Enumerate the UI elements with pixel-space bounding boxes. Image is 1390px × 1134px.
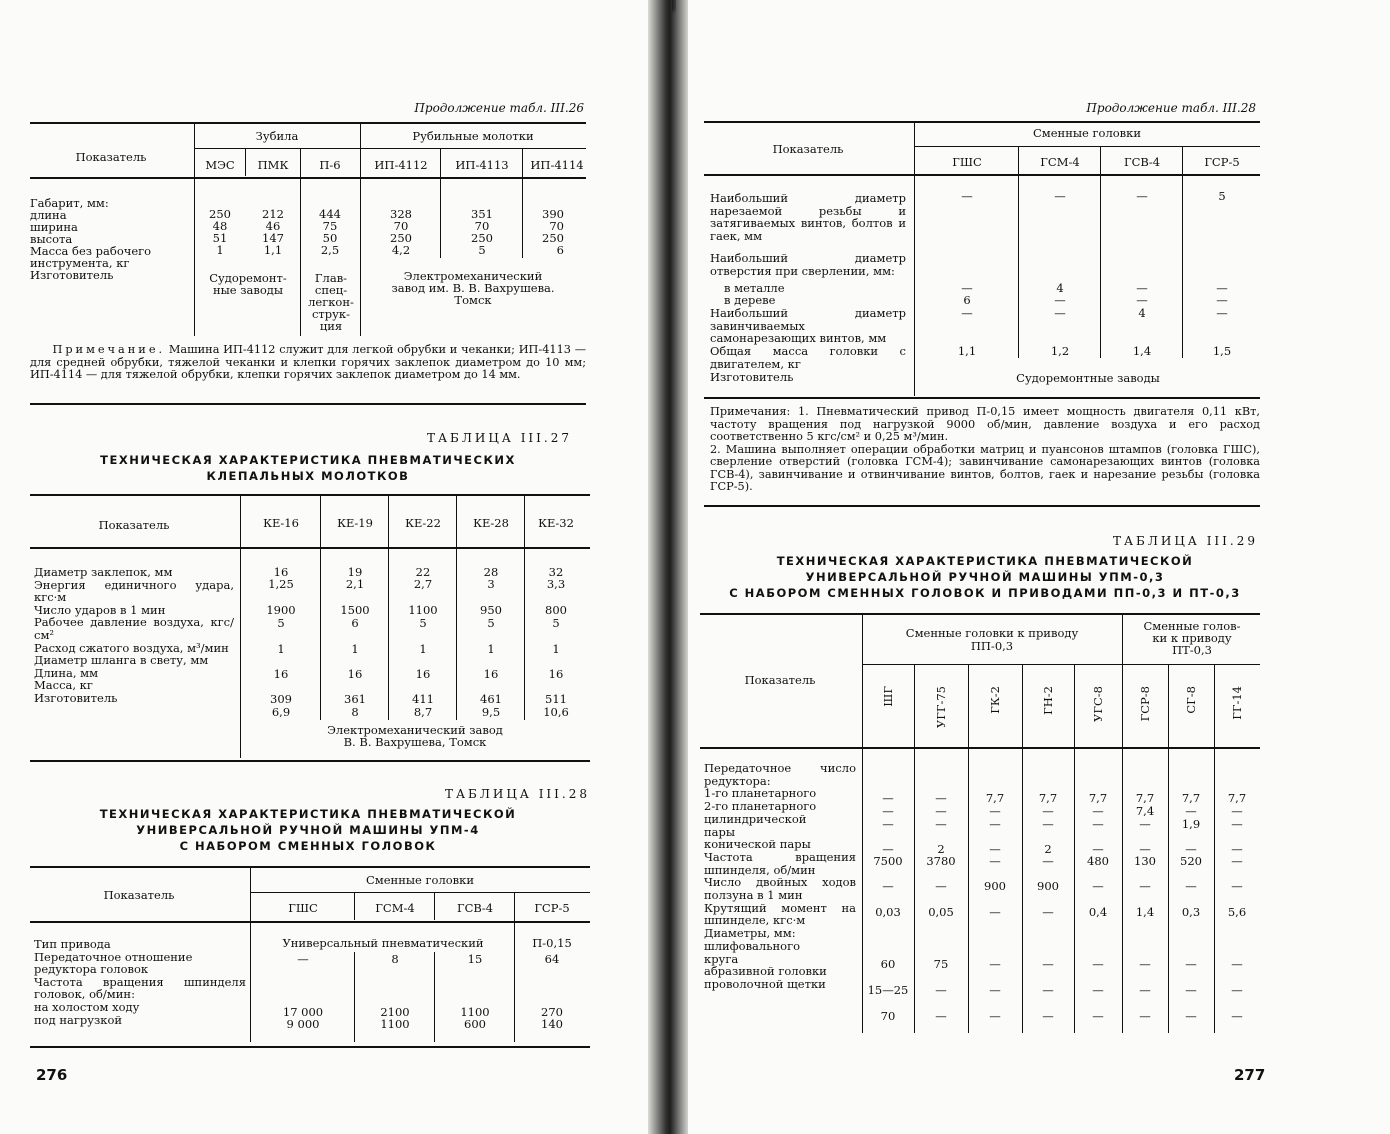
table-cell: 7,4	[1135, 804, 1155, 818]
table-cell: 5	[419, 616, 427, 630]
column-header-indicator: Показатель	[744, 673, 816, 687]
table-cell: 140	[541, 1017, 563, 1031]
table-cell: 0,4	[1088, 905, 1108, 919]
table-divider	[320, 494, 321, 720]
table-cell: —	[882, 817, 894, 831]
table-cell: 1,1	[957, 344, 977, 358]
table-cell: 16	[548, 667, 564, 681]
column-header-label: СГ-8	[1184, 686, 1198, 714]
table-cell: —	[1185, 804, 1197, 818]
column-header-label: ШГ	[881, 686, 895, 707]
table-cell: —	[1092, 817, 1104, 831]
table-cell: —	[1042, 854, 1054, 868]
table-rule	[30, 760, 590, 762]
column-header: ГШС	[288, 901, 318, 915]
table-cell: 3	[487, 577, 495, 591]
table-cell: 1100	[408, 603, 438, 617]
table-cell: 7,7	[985, 791, 1005, 805]
table-divider	[1182, 146, 1183, 358]
manufacturer-tomsk: Электромеханический завод им. В. В. Вахрушева. Томск	[391, 269, 555, 307]
table-divider	[968, 664, 969, 1033]
column-header	[1184, 686, 1198, 742]
note-28: Примечания: 1. Пневматический привод П-0,15 имеет мощность двигателя 0,11 кВт, частоту вращения под нагрузкой 9000 об/мин, давление воздуха и его расход соответственно 5 кгс/см² и 0,25 м³/мин. 2. Машина выполняет операции обработки матриц и пуансонов штампов (головка ГШС), сверление отверстий (головка ГСМ-4); завинчивание самонарезающих винтов (головка ГСВ-4), завинчивание и отвинчивание винтов, болтов, гаек и нарезание резьбы (головка ГСР-5).	[710, 405, 1260, 493]
table-rule	[194, 148, 586, 149]
column-header: КЕ-32	[538, 516, 574, 530]
table-cell: 15—25	[867, 983, 909, 997]
table-cell: —	[989, 957, 1001, 971]
table-cell: —	[989, 983, 1001, 997]
table-cell: 461	[480, 692, 502, 706]
column-header: ИП-4114	[530, 158, 584, 172]
table-divider	[245, 148, 246, 176]
table-divider	[524, 494, 525, 720]
table-rule	[704, 121, 1260, 123]
table-rule	[30, 921, 590, 923]
table-cell: 22	[415, 565, 431, 579]
table-cell: 16	[273, 565, 289, 579]
table-cell: 1,5	[1212, 344, 1232, 358]
row-labels: Тип привода Передаточное отношение редуктора головок Частота вращения шпинделя головок, об/мин: на холостом ходу под нагрузкой	[34, 937, 246, 1027]
page-number-left: 276	[36, 1066, 68, 1084]
row-labels: Габарит, мм: длина ширина высота Масса без рабочего инструмента, кг Изготовитель	[30, 196, 152, 282]
column-header: КЕ-22	[405, 516, 441, 530]
table-cell: 800	[545, 603, 567, 617]
row-label: Наибольший диаметр отверстия при сверлении, мм:	[710, 251, 906, 278]
table-cell: 6	[351, 616, 359, 630]
column-header-indicator: Показатель	[103, 888, 175, 902]
column-header	[1230, 686, 1244, 742]
column-header	[1041, 686, 1055, 742]
table-cell: —	[1092, 879, 1104, 893]
group-header-chisels: Зубила	[255, 129, 299, 143]
row-labels: Передаточное число редуктора: 1-го планетарного 2-го планетарного цилиндрической пары конической пары Частота вращения шпинделя, об/мин Число двойных ходов ползуна в 1 мин Крутящий момент на шпинделе, кгс·м Диаметры, мм: шлифовального круга абразивной головки проволочной щетки	[704, 761, 856, 991]
column-header	[1138, 686, 1152, 742]
table-cell: —	[1216, 306, 1228, 320]
table-divider	[440, 148, 441, 258]
drive-type-p015: П-0,15	[532, 936, 572, 950]
table-cell: —	[1054, 189, 1066, 203]
row-label: Изготовитель	[710, 370, 794, 384]
group-header-pt03: Сменные голов- ки к приводу ПТ-0,3	[1143, 619, 1241, 657]
table-title-27: ТЕХНИЧЕСКАЯ ХАРАКТЕРИСТИКА ПНЕВМАТИЧЕСКИХ КЛЕПАЛЬНЫХ МОЛОТКОВ	[100, 453, 516, 483]
column-header: КЕ-28	[473, 516, 509, 530]
table-cell: 0,03	[875, 905, 901, 919]
table-cell: 4	[1138, 306, 1146, 320]
table-cell: —	[1139, 842, 1151, 856]
table-cell: 130	[1134, 854, 1156, 868]
table-cell: —	[1042, 1009, 1054, 1023]
column-header: ГШС	[952, 155, 982, 169]
left-page	[0, 0, 672, 1134]
table-cell: —	[882, 791, 894, 805]
column-header-label: УГС-8	[1091, 686, 1105, 722]
table-cell: 7,7	[1181, 791, 1201, 805]
table-cell: —	[1136, 293, 1148, 307]
table-cell: 9 000	[286, 1017, 320, 1031]
table-cell: —	[1139, 879, 1151, 893]
table-divider	[194, 122, 195, 336]
table-cell: 7,7	[1227, 791, 1247, 805]
row-label: Общая масса головки с двигателем, кг	[710, 344, 906, 371]
table-cell: —	[1092, 804, 1104, 818]
table-cell: —	[1185, 957, 1197, 971]
page-number-right: 277	[1234, 1066, 1266, 1084]
table-cell: 7,7	[1135, 791, 1155, 805]
table-cell: 1100	[460, 1005, 490, 1019]
value-column: 351 70 250 5	[471, 207, 493, 257]
table-cell: 7500	[873, 854, 903, 868]
column-header: ИП-4112	[374, 158, 428, 172]
table-cell: —	[1231, 854, 1243, 868]
table-cell: 2100	[380, 1005, 410, 1019]
table-rule	[700, 747, 1260, 749]
table-cell: 309	[270, 692, 292, 706]
table-cell: 5	[552, 616, 560, 630]
column-header-label: ГСР-8	[1138, 686, 1152, 722]
table-cell: —	[1231, 804, 1243, 818]
table-cell: 950	[480, 603, 502, 617]
table-cell: —	[989, 817, 1001, 831]
row-labels: Диаметр заклепок, мм Энергия единичного удара, кгс·м Число ударов в 1 мин Рабочее давление воздуха, кгс/см² Расход сжатого воздуха, м³/мин Диаметр шланга в свету, мм Длина, мм Масса, кг Изготовитель	[34, 565, 234, 705]
table-cell: —	[1231, 1009, 1243, 1023]
table-rule	[30, 494, 590, 496]
group-header-pp03: Сменные головки к приводу ПП-0,3	[905, 626, 1079, 653]
table-cell: 16	[415, 667, 431, 681]
table-cell: —	[961, 281, 973, 295]
table-cell: —	[1231, 957, 1243, 971]
table-cell: 16	[273, 667, 289, 681]
table-cell: 0,05	[928, 905, 954, 919]
table-cell: —	[1139, 1009, 1151, 1023]
table-cell: —	[1185, 983, 1197, 997]
table-cell: —	[961, 189, 973, 203]
table-cell: —	[1185, 879, 1197, 893]
table-cell: 1900	[266, 603, 296, 617]
value-column: 444 75 50 2,5	[319, 207, 341, 257]
table-cell: 2,7	[413, 577, 433, 591]
table-cell: —	[935, 983, 947, 997]
table-cell: 28	[483, 565, 499, 579]
column-header: ИП-4113	[455, 158, 509, 172]
value-column: 390 70 250 6	[542, 207, 564, 257]
table-cell: —	[1231, 879, 1243, 893]
table-cell: 1,4	[1135, 905, 1155, 919]
table-cell: 1,4	[1132, 344, 1152, 358]
table-cell: 1500	[340, 603, 370, 617]
table-cell: 64	[544, 952, 560, 966]
table-divider	[522, 148, 523, 258]
table-rule	[700, 613, 1260, 615]
group-header-heads: Сменные головки	[1033, 126, 1141, 140]
table-cell: —	[1054, 306, 1066, 320]
column-header: ГСР-5	[534, 901, 570, 915]
table-cell: —	[1092, 983, 1104, 997]
table-cell: —	[935, 879, 947, 893]
table-cell: —	[1231, 817, 1243, 831]
table-cell: —	[882, 804, 894, 818]
table-cell: 1	[351, 642, 359, 656]
column-header-indicator: Показатель	[772, 142, 844, 156]
table-cell: —	[1042, 804, 1054, 818]
column-header-label: ГН-2	[1041, 686, 1055, 715]
table-cell: —	[1139, 957, 1151, 971]
table-cell: 10,6	[543, 705, 569, 719]
table-divider	[514, 892, 515, 1042]
table-cell: 2	[937, 842, 945, 856]
table-cell: 1	[552, 642, 560, 656]
column-header-indicator: Показатель	[98, 518, 170, 532]
table-cell: —	[989, 854, 1001, 868]
value-column: 328 70 250 4,2	[390, 207, 412, 257]
table-cell: —	[1054, 293, 1066, 307]
table-cell: —	[1136, 189, 1148, 203]
table-cell: —	[1139, 817, 1151, 831]
table-cell: —	[935, 817, 947, 831]
column-header: ГСВ-4	[456, 901, 494, 915]
table-cell: 5	[487, 616, 495, 630]
group-header-heads: Сменные головки	[366, 873, 474, 887]
table-cell: 5	[1218, 189, 1226, 203]
table-divider	[1214, 664, 1215, 1033]
table-rule	[914, 146, 1260, 147]
table-cell: —	[961, 306, 973, 320]
column-header: П-6	[319, 158, 341, 172]
table-divider	[434, 892, 435, 920]
table-cell: —	[297, 952, 309, 966]
note-26	[30, 344, 586, 382]
table-cell: 70	[880, 1009, 896, 1023]
column-header-label: УГГ-75	[934, 686, 948, 729]
table-cell: 0,3	[1181, 905, 1201, 919]
table-cell: 480	[1087, 854, 1109, 868]
continuation-label-28: Продолжение табл. III.28	[1086, 101, 1256, 115]
table-cell: —	[1231, 983, 1243, 997]
table-cell: 19	[347, 565, 363, 579]
table-title-29: ТЕХНИЧЕСКАЯ ХАРАКТЕРИСТИКА ПНЕВМАТИЧЕСКОЙ УНИВЕРСАЛЬНОЙ РУЧНОЙ МАШИНЫ УПМ-0,3 С НАБОРОМ СМЕННЫХ ГОЛОВОК И ПРИВОДАМИ ПП-0,3 И ПТ-0,3	[729, 554, 1241, 600]
table-cell: 8	[391, 952, 399, 966]
table-cell: —	[935, 1009, 947, 1023]
column-header: ПМК	[257, 158, 289, 172]
table-divider	[354, 892, 355, 920]
table-cell: 1,25	[268, 577, 294, 591]
column-header: ГСВ-4	[1123, 155, 1161, 169]
table-cell: —	[1042, 983, 1054, 997]
column-header	[1091, 686, 1105, 742]
table-rule	[704, 174, 1260, 176]
table-rule	[250, 892, 590, 893]
table-title-28: ТЕХНИЧЕСКАЯ ХАРАКТЕРИСТИКА ПНЕВМАТИЧЕСКОЙ УНИВЕРСАЛЬНОЙ РУЧНОЙ МАШИНЫ УПМ-4 С НАБОРОМ СМЕННЫХ ГОЛОВОК	[99, 807, 517, 853]
table-cell: —	[1042, 957, 1054, 971]
manufacturer-tomsk: Электромеханический завод В. В. Вахрушева, Томск	[327, 723, 503, 749]
table-cell: —	[989, 804, 1001, 818]
table-cell: —	[882, 879, 894, 893]
manufacturer-glavspec: Глав- спец- легкон- струк- ция	[308, 271, 354, 333]
table-cell: —	[1092, 957, 1104, 971]
value-column: 250 48 51 1	[209, 207, 231, 257]
table-divider	[360, 122, 361, 336]
column-header: МЭС	[205, 158, 235, 172]
table-cell: 6,9	[271, 705, 291, 719]
right-page	[676, 0, 1390, 1134]
table-number-27: ТАБЛИЦА III.27	[426, 431, 572, 445]
table-cell: —	[882, 842, 894, 856]
table-cell: —	[935, 804, 947, 818]
table-cell: —	[1139, 983, 1151, 997]
table-cell: —	[989, 905, 1001, 919]
column-header	[988, 686, 1002, 742]
manufacturer-shipyards: Судоремонтные заводы	[1016, 371, 1160, 385]
column-header: КЕ-19	[337, 516, 373, 530]
table-cell: 900	[1037, 879, 1059, 893]
table-number-28: ТАБЛИЦА III.28	[444, 787, 590, 801]
table-cell: 16	[483, 667, 499, 681]
column-header-label: ГК-2	[988, 686, 1002, 714]
continuation-label-26: Продолжение табл. III.26	[414, 101, 584, 115]
table-divider	[1022, 664, 1023, 1033]
table-cell: 8,7	[413, 705, 433, 719]
row-label: Наибольший диаметр завинчиваемых самонарезающих винтов, мм	[710, 306, 906, 346]
table-rule	[30, 403, 586, 405]
table-cell: 2,1	[345, 577, 365, 591]
table-rule	[704, 505, 1260, 507]
table-cell: —	[1216, 293, 1228, 307]
table-cell: —	[989, 842, 1001, 856]
table-cell: —	[1185, 1009, 1197, 1023]
value-column: 212 46 147 1,1	[262, 207, 284, 257]
table-cell: 9,5	[481, 705, 501, 719]
table-divider	[914, 121, 915, 396]
table-cell: —	[1042, 817, 1054, 831]
table-divider	[1074, 664, 1075, 1033]
table-divider	[456, 494, 457, 720]
table-cell: —	[1185, 842, 1197, 856]
table-cell: 2	[1044, 842, 1052, 856]
table-divider	[1168, 664, 1169, 1033]
manufacturer-shipyards: Судоремонт- ные заводы	[209, 271, 287, 297]
note-label: Примечание.	[52, 343, 166, 356]
table-rule	[30, 547, 590, 549]
column-header: ГСМ-4	[375, 901, 415, 915]
drive-type-universal: Универсальный пневматический	[282, 936, 484, 950]
table-cell: —	[1231, 842, 1243, 856]
table-cell: 1,9	[1181, 817, 1201, 831]
table-rule	[30, 122, 586, 124]
table-divider	[1122, 664, 1123, 1033]
table-rule	[30, 1046, 590, 1048]
table-divider	[354, 952, 355, 1042]
table-cell: 5	[277, 616, 285, 630]
table-rule	[862, 664, 1260, 665]
column-header: ГСР-5	[1204, 155, 1240, 169]
table-cell: 1	[419, 642, 427, 656]
table-cell: 511	[545, 692, 567, 706]
column-header-indicator: Показатель	[75, 150, 147, 164]
group-header-hammers: Рубильные молотки	[412, 129, 534, 143]
table-rule	[30, 177, 586, 179]
table-divider	[1100, 146, 1101, 358]
table-cell: 411	[412, 692, 434, 706]
table-cell: —	[935, 791, 947, 805]
table-cell: 75	[933, 957, 949, 971]
table-cell: 6	[963, 293, 971, 307]
row-label: в дереве	[724, 293, 776, 307]
table-divider	[434, 952, 435, 1042]
book-spine-shadow	[648, 0, 688, 1134]
table-cell: —	[1042, 905, 1054, 919]
table-rule	[30, 866, 590, 868]
table-cell: 7,7	[1038, 791, 1058, 805]
column-header	[881, 686, 895, 742]
table-divider	[388, 494, 389, 720]
table-cell: 1	[487, 642, 495, 656]
table-cell: 16	[347, 667, 363, 681]
table-cell: —	[1092, 842, 1104, 856]
table-cell: 1100	[380, 1017, 410, 1031]
table-cell: 15	[467, 952, 483, 966]
table-rule	[704, 397, 1260, 399]
table-cell: 600	[464, 1017, 486, 1031]
table-cell: —	[1216, 281, 1228, 295]
table-cell: 8	[351, 705, 359, 719]
table-cell: —	[989, 1009, 1001, 1023]
table-divider	[240, 494, 241, 758]
table-cell: 17 000	[282, 1005, 324, 1019]
note-text: Машина ИП-4112 служит для легкой обрубки и чеканки; ИП-4113 — для средней обрубки, тяжелой чеканки и клепки горячих заклепок диаметром до 10 мм; ИП-4114 — для тяжелой обрубки, клепки горячих заклепок диаметром до 14 мм.	[30, 343, 586, 381]
row-label: в металле	[724, 281, 785, 295]
table-cell: 900	[984, 879, 1006, 893]
column-header: КЕ-16	[263, 516, 299, 530]
column-header-label: ГГ-14	[1230, 686, 1244, 720]
table-cell: 5,6	[1227, 905, 1247, 919]
table-cell: 7,7	[1088, 791, 1108, 805]
table-cell: 1	[277, 642, 285, 656]
table-cell: 1,2	[1050, 344, 1070, 358]
table-cell: 4	[1056, 281, 1064, 295]
table-cell: 3780	[926, 854, 956, 868]
column-header: ГСМ-4	[1040, 155, 1080, 169]
table-cell: —	[1092, 1009, 1104, 1023]
table-cell: 270	[541, 1005, 563, 1019]
table-cell: 361	[344, 692, 366, 706]
table-cell: 32	[548, 565, 564, 579]
table-cell: 60	[880, 957, 896, 971]
table-cell: 3,3	[546, 577, 566, 591]
row-label: Наибольший диаметр нарезаемой резьбы и затягиваемых винтов, болтов и гаек, мм	[710, 191, 906, 243]
table-cell: —	[1136, 281, 1148, 295]
table-divider	[914, 664, 915, 1033]
table-number-29: ТАБЛИЦА III.29	[1112, 534, 1258, 548]
table-cell: 520	[1180, 854, 1202, 868]
table-divider	[1018, 146, 1019, 358]
column-header	[934, 686, 948, 742]
